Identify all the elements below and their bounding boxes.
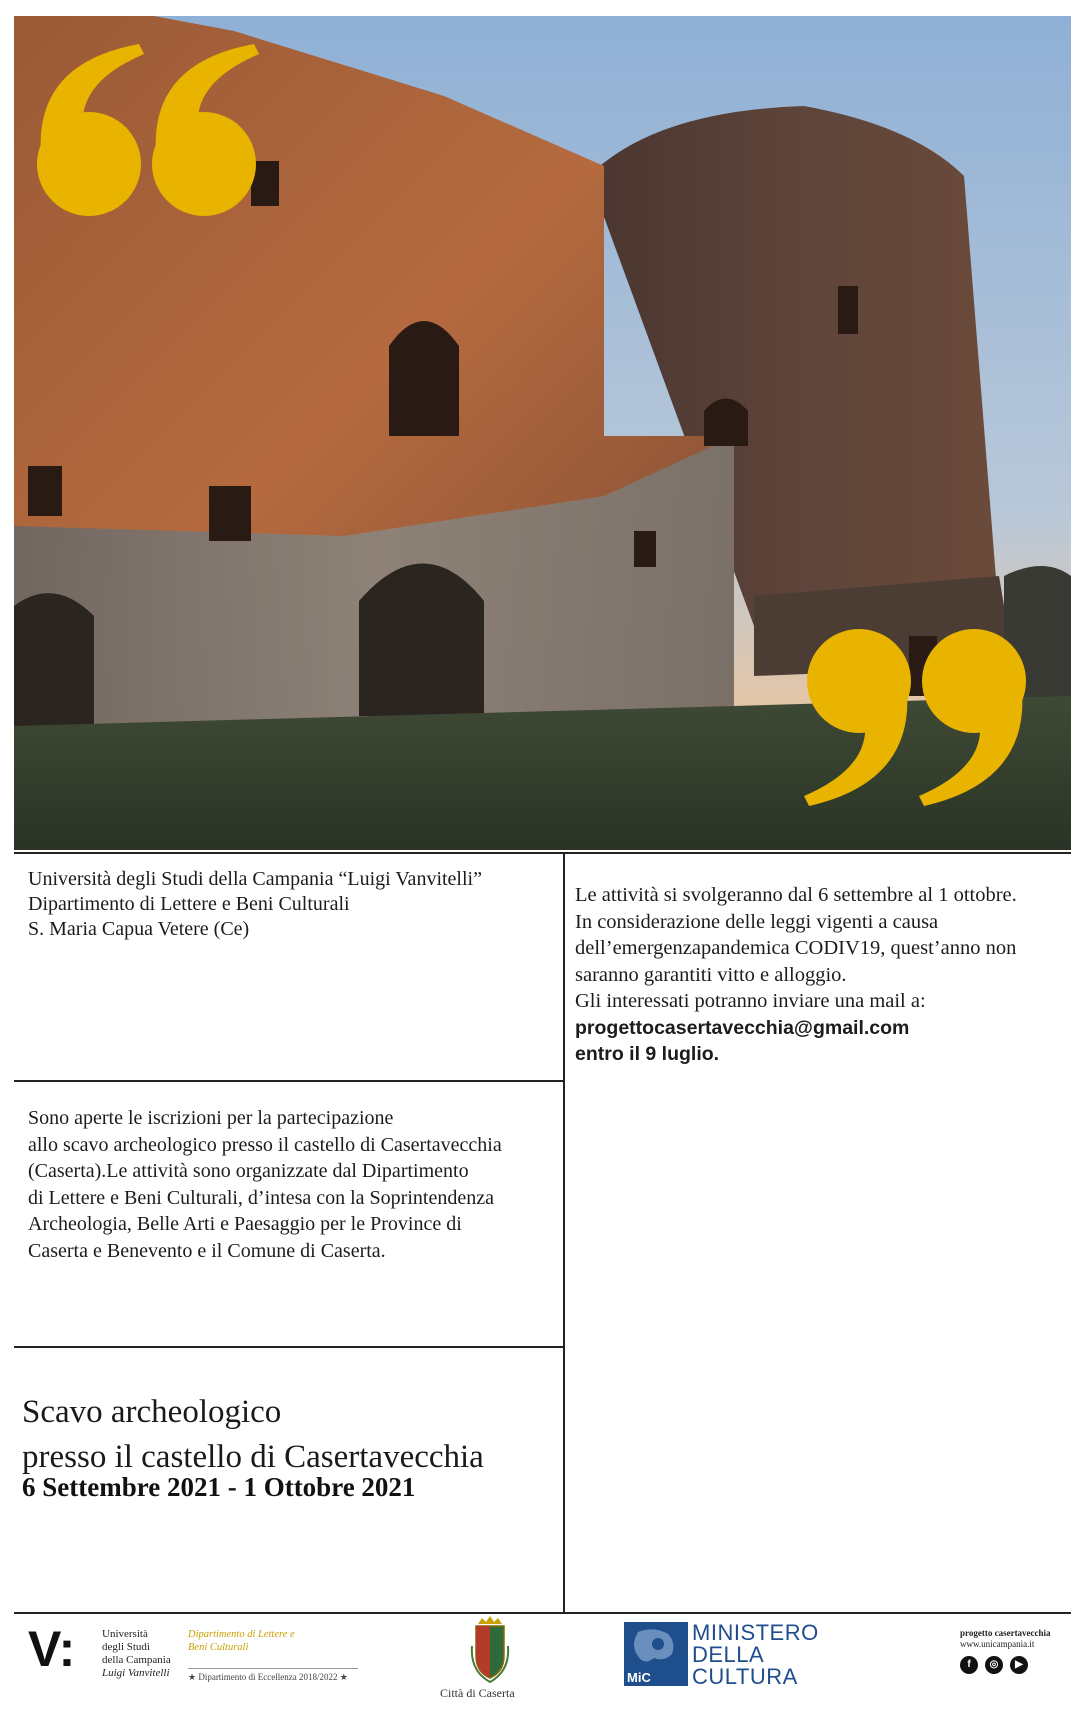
close-quote-icon xyxy=(804,621,1034,831)
ministero-line: DELLA xyxy=(692,1642,765,1667)
dip-line: Beni Culturali xyxy=(188,1642,249,1653)
event-dates: 6 Settembre 2021 - 1 Ottobre 2021 xyxy=(22,1472,416,1502)
uni-line: Luigi Vanvitelli xyxy=(102,1667,170,1679)
event-title xyxy=(22,1390,484,1480)
intro-line: di Lettere e Beni Culturali, d’intesa con la Soprintendenza xyxy=(28,1186,494,1209)
intro-paragraph xyxy=(28,1105,558,1264)
intro-line: (Caserta).Le attività sono organizzate dal Dipartimento xyxy=(28,1160,469,1182)
info-line: dell’emergenzapandemica CODIV19, quest’anno non xyxy=(575,937,1017,959)
ministero-line: CULTURA xyxy=(692,1664,798,1689)
ministero-line: MINISTERO xyxy=(692,1620,819,1645)
intro-line: Caserta e Benevento e il Comune di Caserta. xyxy=(28,1239,386,1262)
mic-label: MiC xyxy=(627,1670,651,1685)
facebook-icon[interactable]: f xyxy=(960,1656,978,1674)
info-line: saranno garantiti vitto e alloggio. xyxy=(575,963,847,986)
citta-di-caserta: Città di Caserta xyxy=(440,1686,515,1700)
contact-email[interactable]: progettocasertavecchia@gmail.com xyxy=(575,1016,910,1039)
divider-lower-left xyxy=(14,1346,564,1348)
uni-line: della Campania xyxy=(102,1654,171,1666)
dip-line: Dipartimento di Lettere e xyxy=(188,1629,295,1640)
caserta-crest-icon xyxy=(470,1616,510,1684)
open-quote-icon xyxy=(34,24,264,234)
department-logo-text xyxy=(188,1628,295,1654)
intro-line: Archeologia, Belle Arti e Paesaggio per le Province di xyxy=(28,1213,462,1235)
vanvitelli-text xyxy=(102,1628,171,1680)
university-header xyxy=(28,867,548,942)
department-excellence: ★ Dipartimento di Eccellenza 2018/2022 ★ xyxy=(188,1672,348,1682)
activity-info xyxy=(575,882,1075,1068)
info-line: In considerazione delle leggi vigenti a causa xyxy=(575,910,939,933)
divider-vertical xyxy=(563,852,565,1612)
department-name: Dipartimento di Lettere e Beni Culturali xyxy=(28,893,350,915)
hero-photo-castle xyxy=(14,16,1071,850)
footer-logos xyxy=(0,1614,1088,1709)
info-line: Le attività si svolgeranno dal 6 settembre al 1 ottobre. xyxy=(575,884,1017,906)
uni-line: Università xyxy=(102,1628,148,1640)
university-name: Università degli Studi della Campania “Luigi Vanvitelli” xyxy=(28,868,482,890)
youtube-icon[interactable]: ▶ xyxy=(1010,1656,1028,1674)
project-website[interactable]: www.unicampania.it xyxy=(960,1639,1035,1649)
intro-line: Sono aperte le iscrizioni per la partecipazione xyxy=(28,1107,394,1129)
divider-top xyxy=(14,852,1071,854)
dip-divider xyxy=(188,1668,358,1669)
project-info xyxy=(960,1628,1051,1650)
event-title-line2: presso il castello di Casertavecchia xyxy=(22,1439,484,1475)
intro-line: allo scavo archeologico presso il castello di Casertavecchia xyxy=(28,1133,502,1156)
event-title-line1: Scavo archeologico xyxy=(22,1394,282,1430)
ministero-text xyxy=(692,1622,819,1688)
instagram-icon[interactable]: ◎ xyxy=(985,1656,1003,1674)
vanvitelli-logo: V: xyxy=(28,1621,76,1677)
uni-line: degli Studi xyxy=(102,1641,150,1653)
department-location: S. Maria Capua Vetere (Ce) xyxy=(28,918,250,940)
deadline: entro il 9 luglio. xyxy=(575,1043,720,1065)
info-line: Gli interessati potranno inviare una mail a: xyxy=(575,990,926,1012)
project-name: progetto casertavecchia xyxy=(960,1628,1051,1638)
divider-mid-left xyxy=(14,1080,564,1082)
